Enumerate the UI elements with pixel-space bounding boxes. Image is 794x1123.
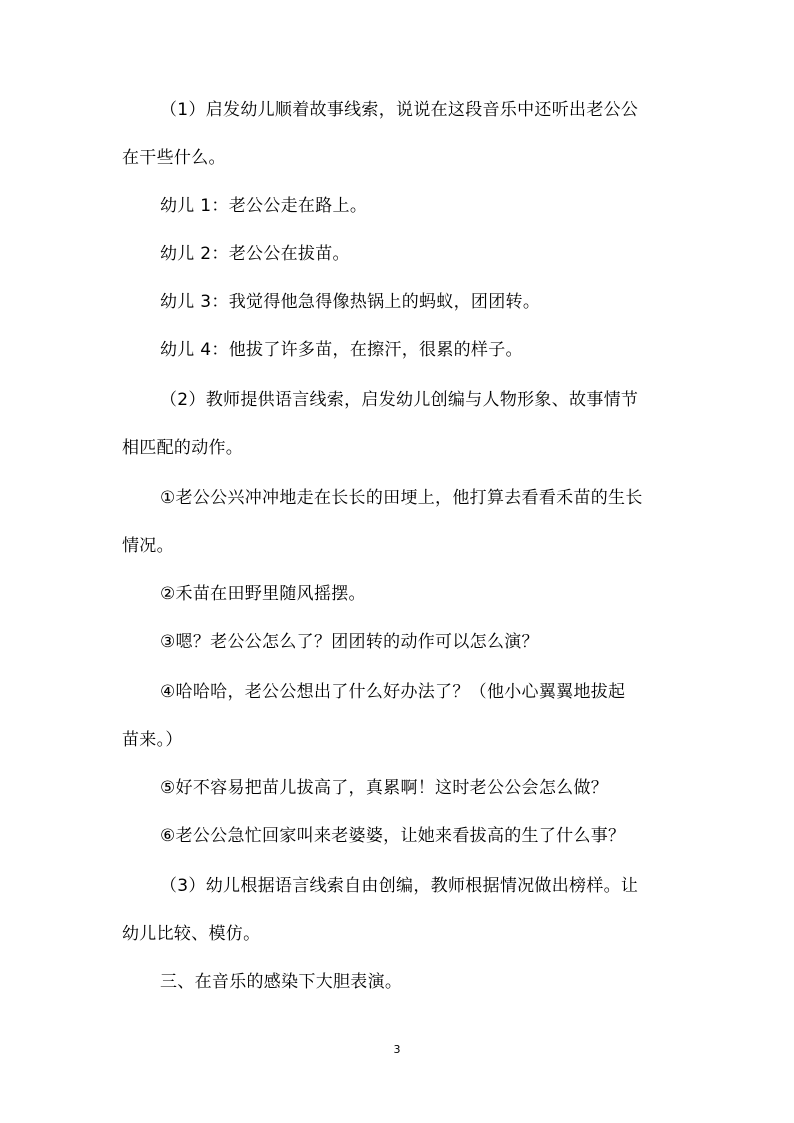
paragraph-line: 情况。 [122,536,174,556]
paragraph-line: 在干些什么。 [122,148,226,168]
paragraph-line: 幼儿比较、模仿。 [122,924,261,944]
paragraph-line: （1）启发幼儿顺着故事线索，说说在这段音乐中还听出老公公 [160,100,639,120]
paragraph-line: 幼儿 2：老公公在拔苗。 [160,244,350,264]
paragraph-line: ①老公公兴冲冲地走在长长的田埂上，他打算去看看禾苗的生长 [160,488,643,508]
paragraph-line: （2）教师提供语言线索，启发幼儿创编与人物形象、故事情节 [160,390,639,410]
paragraph-line: ②禾苗在田野里随风摇摆。 [160,584,366,604]
paragraph-line: （3）幼儿根据语言线索自由创编，教师根据情况做出榜样。让 [160,876,639,896]
paragraph-line: ⑤好不容易把苗儿拔高了，真累啊！这时老公公会怎么做？ [160,778,609,798]
section-heading: 三、在音乐的感染下大胆表演。 [160,972,403,992]
paragraph-line: 幼儿 1：老公公走在路上。 [160,196,368,216]
paragraph-line: ⑥老公公急忙回家叫来老婆婆，让她来看拔高的生了什么事？ [160,826,626,846]
paragraph-line: 幼儿 3：我觉得他急得像热锅上的蚂蚁，团团转。 [160,292,541,312]
page-number: 3 [393,1043,401,1056]
paragraph-line: 幼儿 4：他拔了许多苗，在擦汗，很累的样子。 [160,340,523,360]
paragraph-line: 苗来。） [122,730,183,750]
paragraph-line: 相匹配的动作。 [122,438,244,458]
paragraph-line: ③嗯？老公公怎么了？团团转的动作可以怎么演？ [160,632,539,652]
paragraph-line: ④哈哈哈，老公公想出了什么好办法了？（他小心翼翼地拔起 [160,682,626,702]
